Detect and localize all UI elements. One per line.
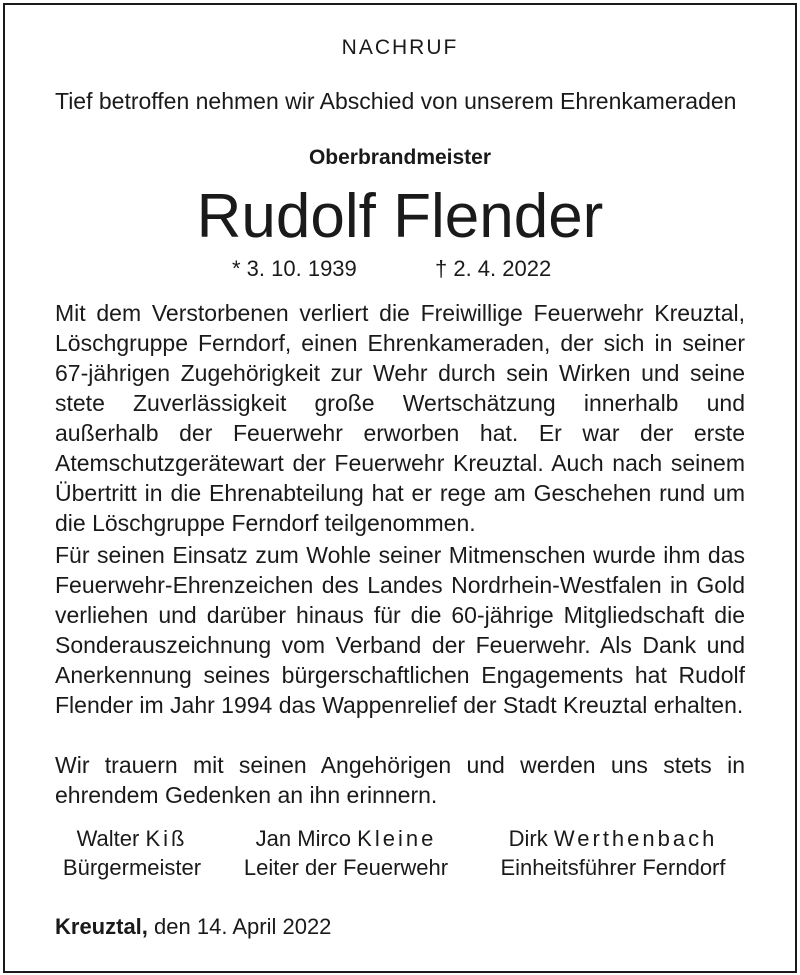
paragraph-mourning: Wir trauern mit seinen Angehörigen und werden uns stets in ehrendem Gedenken an ihn erinnern. xyxy=(55,752,745,808)
intro-text: Tief betroffen nehmen wir Abschied von unserem Ehrenkameraden xyxy=(55,88,737,114)
deceased-name: Rudolf Flender xyxy=(196,182,604,251)
signatory-name: Jan Mirco Kleine xyxy=(255,826,437,851)
signatory-fire-chief xyxy=(226,824,466,882)
paragraph-tribute: Mit dem Verstorbenen verliert die Freiwillige Feuerwehr Kreuztal, Löschgruppe Ferndorf, einen Ehrenkameraden, der sich in seiner 67-jährigen Zugehörigkeit zur Wehr durch sein Wirken und seine stete Zuverlässigkeit große Wertschätzung innerhalb und außerhalb der Feuerwehr erworben hat. Er war der erste Atemschutzgerätewart der Feuerwehr Kreuztal. Auch nach seinem Übertritt in die Ehrenabteilung hat er rege am Geschehen rund um die Löschgruppe Ferndorf teilgenommen. xyxy=(55,300,745,536)
birth-date: * 3. 10. 1939 xyxy=(232,256,357,281)
place-and-date xyxy=(55,914,331,940)
signatory-role: Leiter der Feuerwehr xyxy=(243,855,449,880)
signatory-unit-leader xyxy=(484,824,742,882)
notice-date: den 14. April 2022 xyxy=(154,914,332,939)
place-name: Kreuztal, xyxy=(55,914,148,939)
signatory-mayor xyxy=(52,824,212,882)
rank-title: Oberbrandmeister xyxy=(308,146,492,169)
signatory-name: Walter Kiß xyxy=(76,826,188,851)
signatory-role: Einheitsführer Ferndorf xyxy=(500,855,726,880)
signatory-role: Bürgermeister xyxy=(62,855,202,880)
notice-heading: NACHRUF xyxy=(341,36,459,59)
signatory-name: Dirk Werthenbach xyxy=(508,826,718,851)
death-date: † 2. 4. 2022 xyxy=(435,256,552,281)
paragraph-honors: Für seinen Einsatz zum Wohle seiner Mitmenschen wurde ihm das Feuerwehr-Ehrenzeichen des Landes Nordrhein-Westfalen in Gold verliehen und darüber hinaus für die 60-jährige Mitgliedschaft die Sonderauszeichnung vom Verband der Feuerwehr. Als Dank und Anerkennung seines bürgerschaftlichen Engagements hat Rudolf Flender im Jahr 1994 das Wappenrelief der Stadt Kreuztal erhalten. xyxy=(55,542,745,718)
